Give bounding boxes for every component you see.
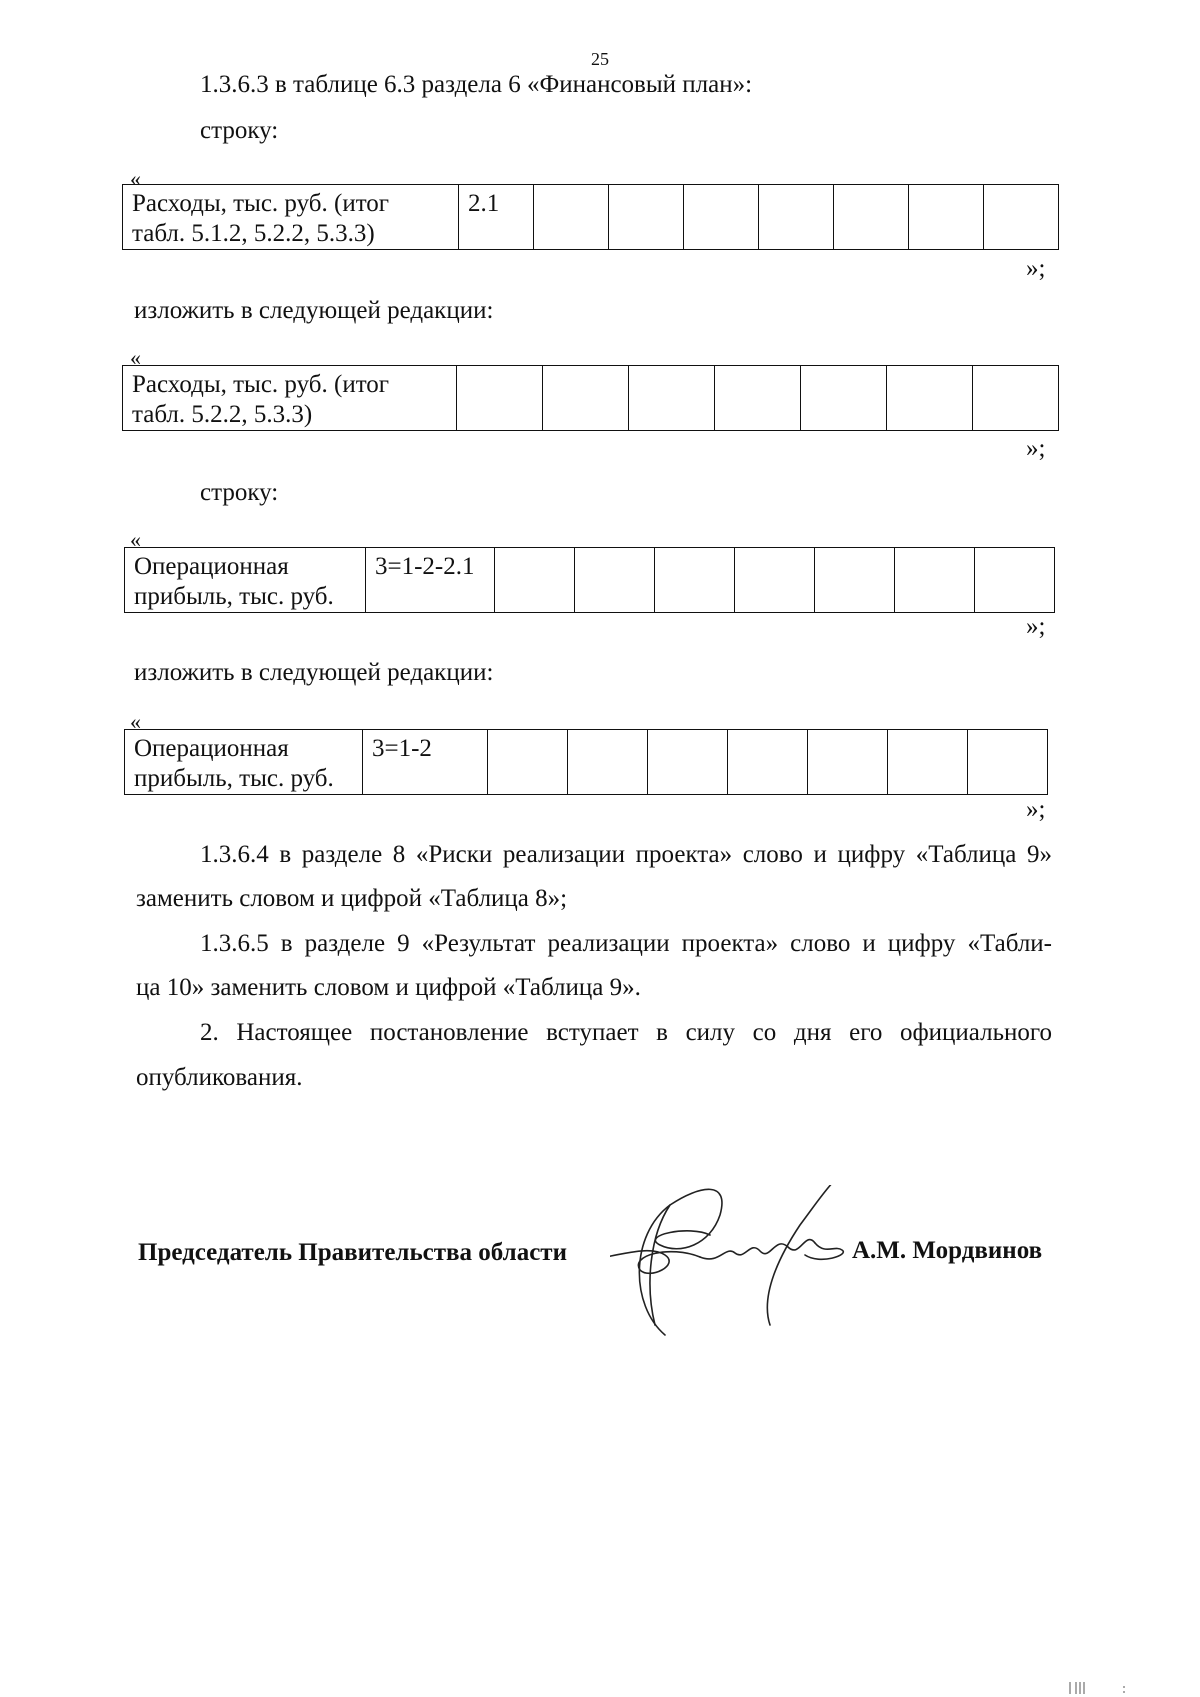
scan-mark <box>1068 1680 1128 1694</box>
table-profit-new <box>124 729 1048 795</box>
row-label-line2: прибыль, тыс. руб. <box>134 765 334 792</box>
empty-cell <box>534 185 609 250</box>
row-code-cell <box>363 730 488 795</box>
empty-cell <box>684 185 759 250</box>
empty-cell <box>975 548 1055 613</box>
empty-cell <box>655 548 735 613</box>
empty-cell <box>575 548 655 613</box>
paragraph-1365-line1: 1.3.6.5 в разделе 9 «Результат реализации проекта» слово и цифру «Табли- <box>200 930 1052 957</box>
paragraph-2-line2: опубликования. <box>136 1064 303 1091</box>
close-quote-1: »; <box>1026 255 1046 282</box>
open-quote-3: « <box>130 527 141 552</box>
empty-cell <box>728 730 808 795</box>
row-label-cell <box>123 185 459 250</box>
empty-cell <box>759 185 834 250</box>
open-quote-2: « <box>130 345 141 370</box>
table-expenses-old <box>122 184 1059 250</box>
empty-cell <box>715 366 801 431</box>
empty-cell <box>495 548 575 613</box>
signatory-title: Председатель Правительства области <box>138 1239 567 1266</box>
empty-cell <box>815 548 895 613</box>
close-quote-3: »; <box>1026 613 1046 640</box>
row-label-line1: Операционная <box>134 553 289 580</box>
table-profit-old <box>124 547 1055 613</box>
row-label-cell <box>125 548 366 613</box>
page-number: 25 <box>591 49 609 69</box>
empty-cell <box>973 366 1059 431</box>
row-label-line2: табл. 5.1.2, 5.2.2, 5.3.3) <box>132 220 375 247</box>
row-word-1: строку: <box>200 117 279 144</box>
paragraph-1365-line2: ца 10» заменить словом и цифрой «Таблица 9». <box>136 974 641 1001</box>
empty-cell <box>895 548 975 613</box>
row-label-line1: Расходы, тыс. руб. (итог <box>132 190 390 217</box>
row-label-line2: прибыль, тыс. руб. <box>134 583 334 610</box>
empty-cell <box>568 730 648 795</box>
row-code: 3=1-2-2.1 <box>375 553 475 580</box>
signatory-name: А.М. Мордвинов <box>852 1237 1043 1264</box>
row-word-2: строку: <box>200 479 279 506</box>
handwritten-signature <box>610 1185 910 1345</box>
empty-cell <box>648 730 728 795</box>
paragraph-1364-line2: заменить словом и цифрой «Таблица 8»; <box>136 885 568 912</box>
empty-cell <box>834 185 909 250</box>
empty-cell <box>629 366 715 431</box>
empty-cell <box>609 185 684 250</box>
replace-phrase-2: изложить в следующей редакции: <box>134 659 494 686</box>
open-quote-1: « <box>130 166 141 191</box>
intro-line: 1.3.6.3 в таблице 6.3 раздела 6 «Финансовый план»: <box>200 71 753 98</box>
row-label-line1: Расходы, тыс. руб. (итог <box>132 371 390 398</box>
row-label-cell <box>123 366 457 431</box>
replace-phrase-1: изложить в следующей редакции: <box>134 297 494 324</box>
empty-cell <box>543 366 629 431</box>
empty-cell <box>887 366 973 431</box>
row-label-line1: Операционная <box>134 735 289 762</box>
empty-cell <box>808 730 888 795</box>
empty-cell <box>457 366 543 431</box>
row-label-cell <box>125 730 363 795</box>
close-quote-2: »; <box>1026 435 1046 462</box>
row-code: 3=1-2 <box>372 735 432 762</box>
empty-cell <box>801 366 887 431</box>
empty-cell <box>888 730 968 795</box>
row-code-cell <box>366 548 495 613</box>
empty-cell <box>488 730 568 795</box>
paragraph-2-line1: 2. Настоящее постановление вступает в силу со дня его официального <box>200 1019 1052 1046</box>
empty-cell <box>984 185 1059 250</box>
row-label-line2: табл. 5.2.2, 5.3.3) <box>132 401 313 428</box>
close-quote-4: »; <box>1026 796 1046 823</box>
table-expenses-new <box>122 365 1059 431</box>
row-code-cell <box>459 185 534 250</box>
open-quote-4: « <box>130 709 141 734</box>
empty-cell <box>909 185 984 250</box>
paragraph-1364-line1: 1.3.6.4 в разделе 8 «Риски реализации проекта» слово и цифру «Таблица 9» <box>200 841 1052 868</box>
empty-cell <box>968 730 1048 795</box>
row-code: 2.1 <box>468 190 500 217</box>
empty-cell <box>735 548 815 613</box>
